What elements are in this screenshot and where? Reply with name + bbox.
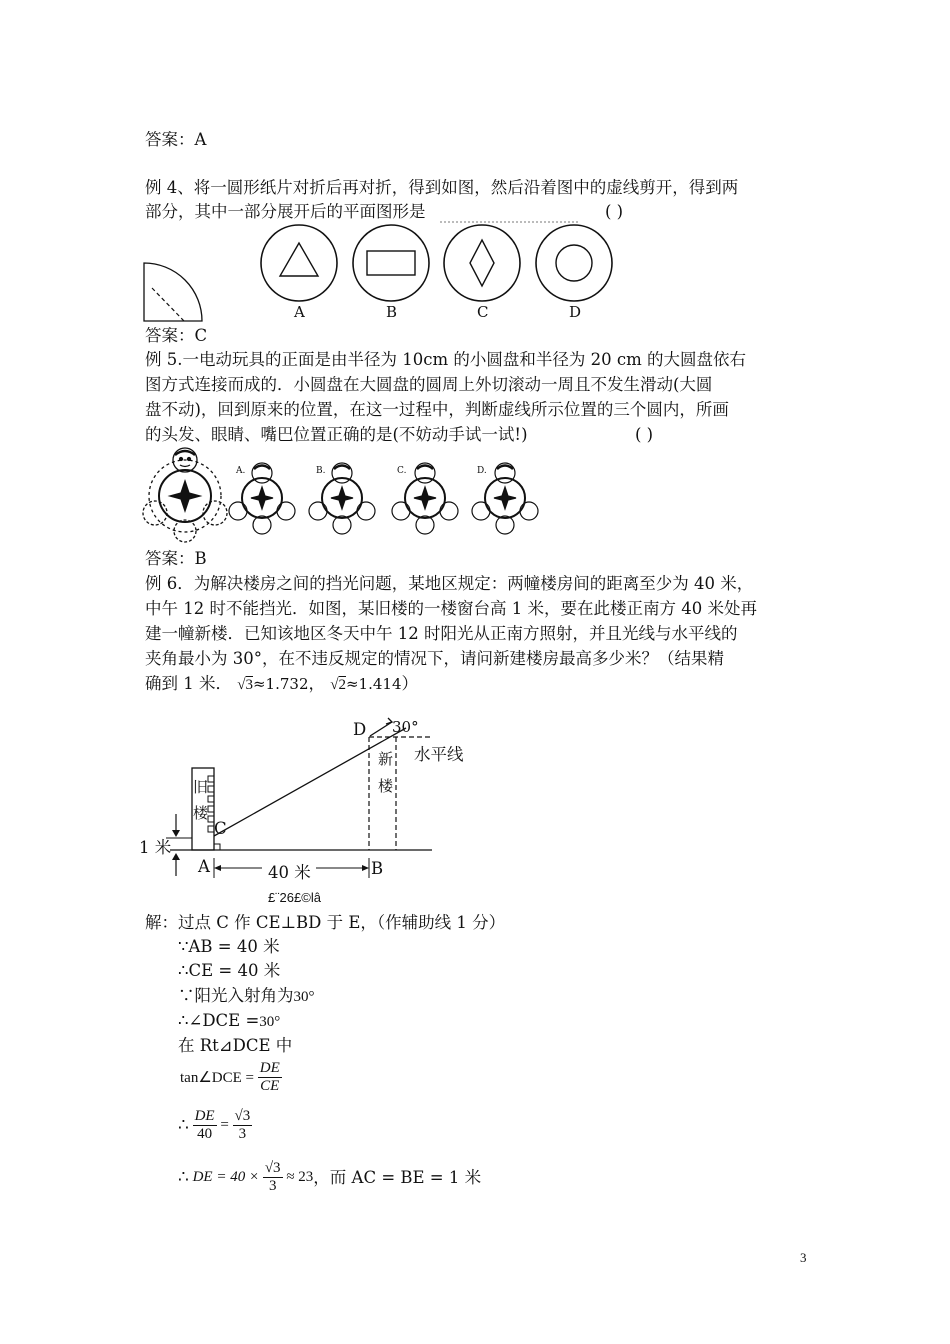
folded-paper-figure [144,263,202,321]
solution-line-4: ∵阳光入射角为30° [178,986,315,1005]
example-5-answer: 答案：B [145,549,207,568]
old-building-char-1: 旧 [193,778,209,796]
solution-line-2: ∵AB = 40 米 [178,937,280,956]
example-6-line-2: 中午 12 时不能挡光．如图，某旧楼的一楼窗台高 1 米，要在此楼正南方 40 米处再 [145,599,757,618]
example-4-answer: 答案：C [145,326,208,345]
solution-line-3: ∴CE = 40 米 [178,961,281,980]
option-figures [229,463,538,534]
point-d-label: D [353,720,367,739]
example-6-line-3: 建一幢新楼．已知该地区冬天中午 12 时阳光从正南方照射，并且光线与水平线的 [145,624,738,643]
main-toy-figure [143,448,227,542]
toy-option-a-label: A. [236,466,246,476]
point-a-label: A [198,857,210,876]
example-4-line-1: 例 4、将一圆形纸片对折后再对折，得到如图，然后沿着图中的虚线剪开，得到两 [145,178,739,197]
solution-line-1: 解：过点 C 作 CE⊥BD 于 E，（作辅助线 1 分） [145,913,506,932]
page-number: 3 [800,1250,807,1265]
example-4-paren: ( ) [605,202,624,221]
angle-30-label: 30° [392,718,419,736]
solution-line-5: ∴∠DCE =30° [178,1011,281,1030]
example-5-line-1: 例 5.一电动玩具的正面是由半径为 10cm 的小圆盘和半径为 20 cm 的大圆盘依右 [145,350,746,369]
old-building-char-2: 楼 [193,804,209,822]
option-a-label: A [294,303,305,321]
option-d-label: D [569,303,582,321]
example-6-line-1: 例 6．为解决楼房之间的挡光问题，某地区规定：两幢楼房间的距离至少为 40 米， [145,574,754,593]
example-6-line-4: 夹角最小为 30°，在不违反规定的情况下，请问新建楼房最高多少米？（结果精 [145,649,724,668]
solution-line-7: tan∠DCE = $\frac{DE}{CE}$ [180,1060,280,1094]
option-a-figure [261,225,337,301]
example-5-line-2: 图方式连接而成的．小圆盘在大圆盘的圆周上外切滚动一周且不发生滑动(大圆 [145,375,713,394]
horizontal-line-label: 水平线 [414,745,464,764]
example-5-paren: ( ) [635,425,654,444]
toy-option-c-label: C. [397,466,407,476]
option-d-figure [536,225,612,301]
solution-line-8: ∴ $\frac{DE}{40}$ = $\frac{√3}{3}$ [178,1108,251,1142]
solution-line-9: ∴ DE = 40 × $\frac{√3}{3}$ ≈ 23，而 AC = BE = 1 米 [178,1160,482,1194]
option-c-figure [444,225,520,301]
option-b-figure [353,225,429,301]
example-4-line-2: 部分，其中一部分展开后的平面图形是 [145,202,426,221]
point-b-label: B [371,859,384,878]
solution-line-6: 在 Rt⊿DCE 中 [178,1036,293,1055]
one-meter-label: 1 米 [139,838,172,857]
toy-option-b-label: B. [316,466,326,476]
forty-meter-label: 40 米 [268,863,311,882]
new-building-char-1: 新 [378,750,394,768]
example-5-line-4: 的头发、眼睛、嘴巴位置正确的是(不妨动手试一试!) [145,425,528,444]
new-building-char-2: 楼 [378,777,394,795]
option-c-label: C [477,303,489,321]
example-5-figure [142,443,547,543]
answer-line: 答案：A [145,130,207,149]
example-6-line-5: 确到 1 米． √3≈1.732， √2≈1.414） [145,674,418,693]
figure-caption: £¨26£©lâ [268,890,321,905]
toy-option-d-label: D. [477,466,487,476]
option-b-label: B [386,303,398,321]
point-c-label: C [214,819,227,838]
example-5-line-3: 盘不动)，回到原来的位置，在这一过程中，判断虚线所示位置的三个圆内，所画 [145,400,729,419]
